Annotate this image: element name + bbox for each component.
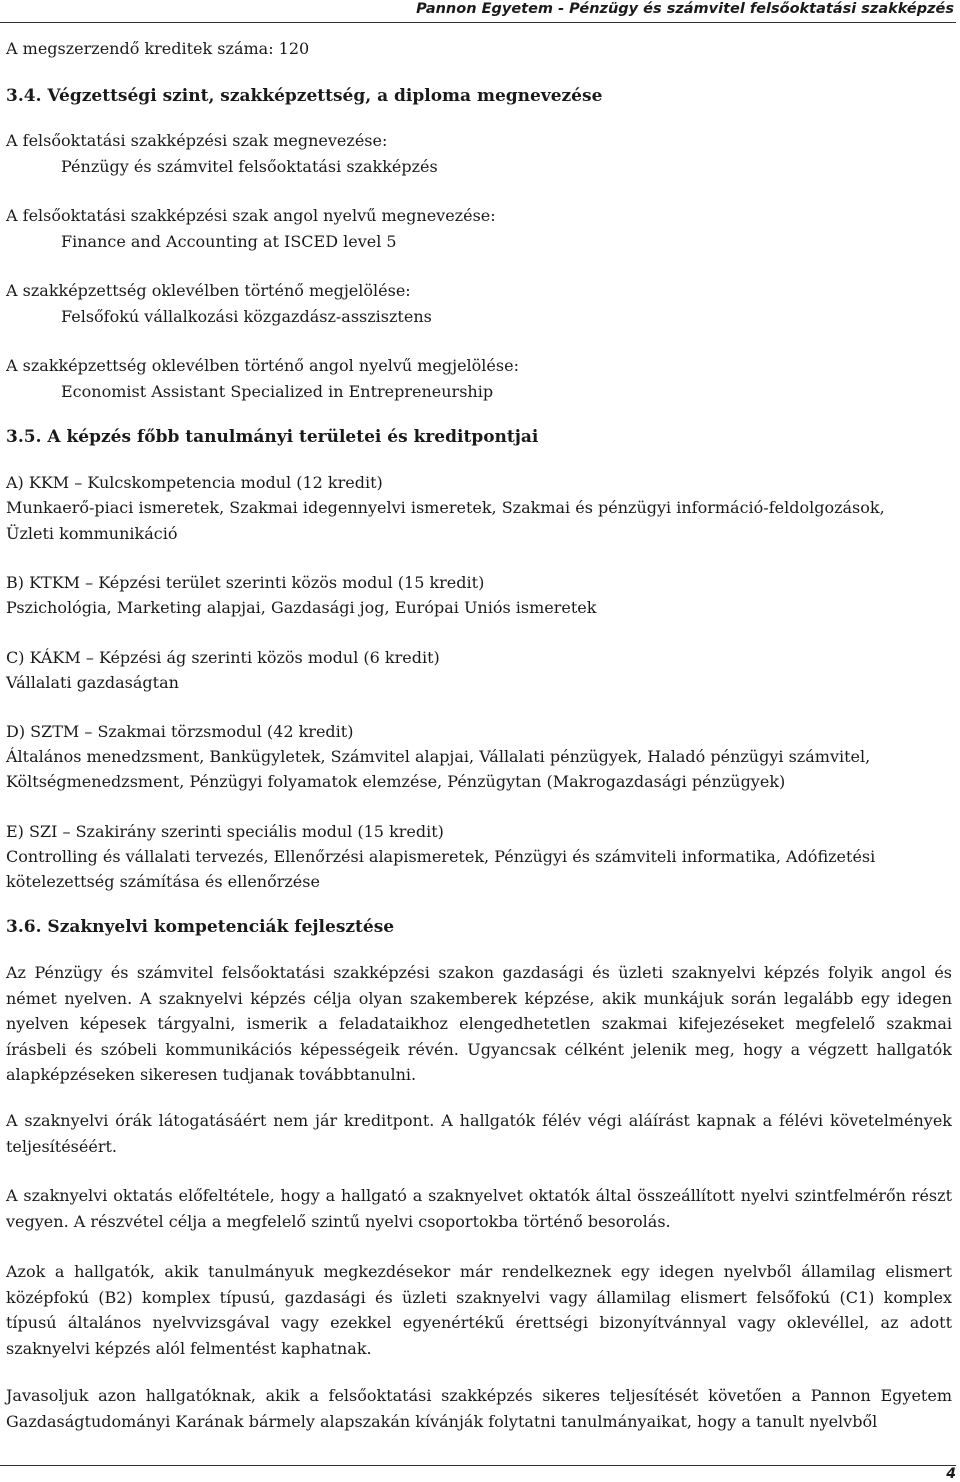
module-d-title: D) SZTM – Szakmai törzsmodul (42 kredit) <box>6 722 354 741</box>
module-b-title: B) KTKM – Képzési terület szerinti közös modul (15 kredit) <box>6 573 485 592</box>
module-b-subjects: Pszichológia, Marketing alapjai, Gazdasági jog, Európai Uniós ismeretek <box>6 598 597 617</box>
paragraph-2: A szaknyelvi órák látogatásáért nem jár kreditpont. A hallgatók félév végi aláírást kapnak a félévi követelmények teljesítéséért. <box>6 1111 952 1156</box>
module-d-subjects-2: Költségmenedzsment, Pénzügyi folyamatok elemzése, Pénzügytan (Makrogazdasági pénzügyek) <box>6 772 786 791</box>
program-name-en-label: A felsőoktatási szakképzési szak angol nyelvű megnevezése: <box>6 206 496 225</box>
qualification-en-value: Economist Assistant Specialized in Entrepreneurship <box>61 382 494 401</box>
section-3-6-heading: 3.6. Szaknyelvi kompetenciák fejlesztése <box>6 917 395 937</box>
qualification-value: Felsőfokú vállalkozási közgazdász-asszisztens <box>61 307 432 326</box>
module-e-subjects-2: kötelezettség számítása és ellenőrzése <box>6 872 320 891</box>
running-header <box>0 0 956 23</box>
module-d-subjects-1: Általános menedzsment, Bankügyletek, Számvitel alapjai, Vállalati pénzügyek, Haladó pénzügyi számvitel, <box>6 747 871 766</box>
footer-rule <box>0 1465 956 1466</box>
credits-line: A megszerzendő kreditek száma: 120 <box>6 39 310 58</box>
qualification-label: A szakképzettség oklevélben történő megjelölése: <box>6 281 411 300</box>
module-a-subjects-1: Munkaerő-piaci ismeretek, Szakmai idegennyelvi ismeretek, Szakmai és pénzügyi információ-feldolgozások, <box>6 498 885 517</box>
paragraph-4: Azok a hallgatók, akik tanulmányuk megkezdésekor már rendelkeznek egy idegen nyelvből államilag elismert középfokú (B2) komplex típusú, gazdasági és üzleti szaknyelvi vagy államilag elismert felsőfokú (C1) komplex típusú általános nyelvvizsgával vagy ezekkel egyenértékű érettségi bizonyítvánnyal vagy oklevéllel, az adott szaknyelvi képzés alól felmentést kaphatnak. <box>6 1262 952 1358</box>
module-c-subjects: Vállalati gazdaságtan <box>6 673 179 692</box>
paragraph-3: A szaknyelvi oktatás előfeltétele, hogy a hallgató a szaknyelvet oktatók által összeállított nyelvi szintfelmérőn részt vegyen. A részvétel célja a megfelelő szintű nyelvi csoportokba történő besorolás. <box>6 1186 952 1231</box>
module-c-title: C) KÁKM – Képzési ág szerinti közös modul (6 kredit) <box>6 648 440 667</box>
program-name-en-value: Finance and Accounting at ISCED level 5 <box>61 232 397 251</box>
module-a-title: A) KKM – Kulcskompetencia modul (12 kredit) <box>6 473 383 492</box>
paragraph-1: Az Pénzügy és számvitel felsőoktatási szakképzési szakon gazdasági és üzleti szaknyelvi képzés folyik angol és német nyelven. A szaknyelvi képzés célja olyan szakemberek képzése, akik munkájuk során legalább egy idegen nyelven képesek tárgyalni, ismerik a feladataikhoz elengedhetetlen szakmai kifejezéseket megfelelő szakmai írásbeli és szóbeli kommunikációs képességeik révén. Ugyancsak célként jelenik meg, hogy a végzett hallgatók alapképzéseken sikeresen tudjanak továbbtanulni. <box>6 963 952 1084</box>
module-a-subjects-2: Üzleti kommunikáció <box>6 524 178 543</box>
qualification-en-label: A szakképzettség oklevélben történő angol nyelvű megjelölése: <box>6 356 519 375</box>
module-e-subjects-1: Controlling és vállalati tervezés, Ellenőrzési alapismeretek, Pénzügyi és számviteli informatika, Adófizetési <box>6 847 876 866</box>
header-title: Pannon Egyetem - Pénzügy és számvitel felsőoktatási szakképzés <box>416 1 954 17</box>
section-3-4-heading: 3.4. Végzettségi szint, szakképzettség, a diploma megnevezése <box>6 86 603 106</box>
page-number: 4 <box>946 1466 956 1482</box>
program-name-label: A felsőoktatási szakképzési szak megnevezése: <box>6 131 388 150</box>
paragraph-5: Javasoljuk azon hallgatóknak, akik a felsőoktatási szakképzés sikeres teljesítését követően a Pannon Egyetem Gazdaságtudományi Karának bármely alapszakán kívánják folytatni tanulmányaikat, hogy a tanult nyelvből <box>6 1386 952 1431</box>
section-3-5-heading: 3.5. A képzés főbb tanulmányi területei és kreditpontjai <box>6 427 539 447</box>
module-e-title: E) SZI – Szakirány szerinti speciális modul (15 kredit) <box>6 822 444 841</box>
program-name-value: Pénzügy és számvitel felsőoktatási szakképzés <box>61 157 438 176</box>
